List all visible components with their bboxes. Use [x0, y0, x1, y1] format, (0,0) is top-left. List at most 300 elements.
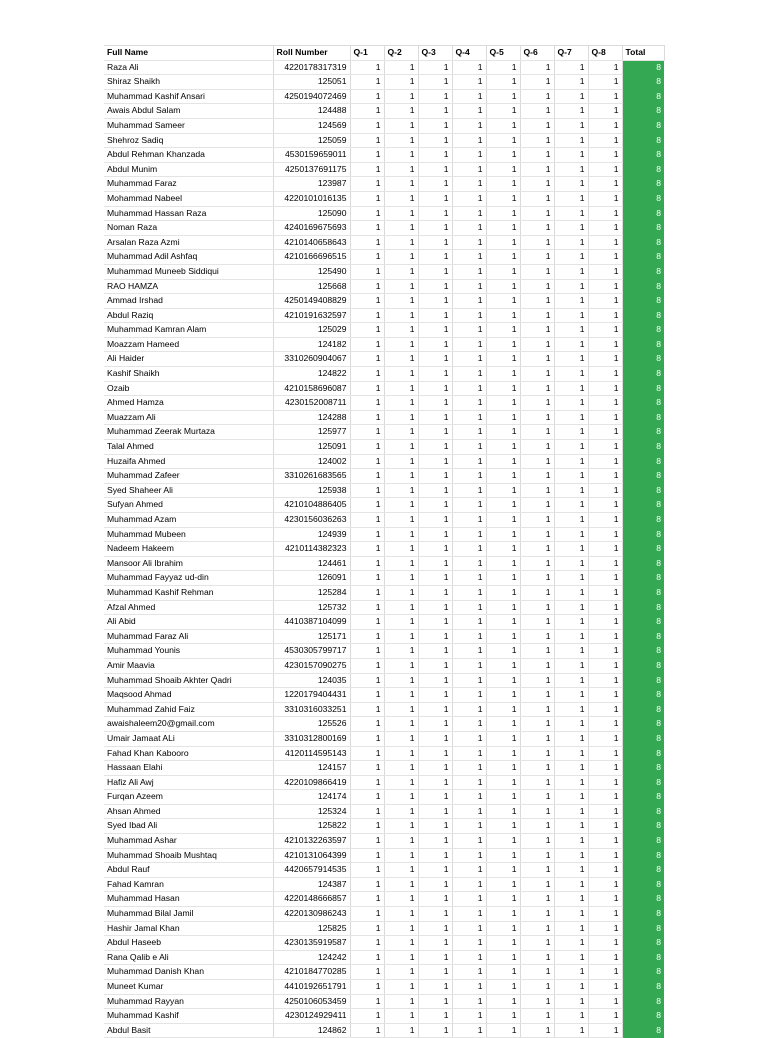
q6-cell: 1 — [520, 615, 554, 630]
total-cell: 8 — [622, 206, 664, 221]
roll-number-cell: 125668 — [273, 279, 350, 294]
q3-cell: 1 — [418, 308, 452, 323]
name-cell: Awais Abdul Salam — [104, 104, 273, 119]
roll-number-cell: 4410192651791 — [273, 980, 350, 995]
q5-cell: 1 — [486, 440, 520, 455]
roll-number-cell: 125090 — [273, 206, 350, 221]
q5-cell: 1 — [486, 644, 520, 659]
q2-cell: 1 — [384, 177, 418, 192]
q7-cell: 1 — [554, 936, 588, 951]
q8-cell: 1 — [588, 498, 622, 513]
q2-cell: 1 — [384, 221, 418, 236]
q3-cell: 1 — [418, 834, 452, 849]
q8-cell: 1 — [588, 907, 622, 922]
total-cell: 8 — [622, 731, 664, 746]
q5-cell: 1 — [486, 235, 520, 250]
name-cell: Raza Ali — [104, 60, 273, 75]
q5-cell: 1 — [486, 250, 520, 265]
q6-cell: 1 — [520, 673, 554, 688]
q6-cell: 1 — [520, 367, 554, 382]
roll-number-cell: 4230152008711 — [273, 396, 350, 411]
roll-number-cell: 124387 — [273, 877, 350, 892]
q7-cell: 1 — [554, 892, 588, 907]
q8-cell: 1 — [588, 60, 622, 75]
table-row — [104, 907, 664, 922]
q7-cell: 1 — [554, 133, 588, 148]
q8-cell: 1 — [588, 264, 622, 279]
name-cell: Afzal Ahmed — [104, 600, 273, 615]
total-cell: 8 — [622, 658, 664, 673]
name-cell: Ali Abid — [104, 615, 273, 630]
table-row — [104, 162, 664, 177]
q6-cell: 1 — [520, 323, 554, 338]
q4-cell: 1 — [452, 440, 486, 455]
q4-cell: 1 — [452, 585, 486, 600]
header-total: Total — [622, 46, 664, 61]
q3-cell: 1 — [418, 104, 452, 119]
total-cell: 8 — [622, 221, 664, 236]
q4-cell: 1 — [452, 308, 486, 323]
q4-cell: 1 — [452, 235, 486, 250]
q1-cell: 1 — [350, 834, 384, 849]
q2-cell: 1 — [384, 1009, 418, 1024]
total-cell: 8 — [622, 191, 664, 206]
q1-cell: 1 — [350, 980, 384, 995]
q7-cell: 1 — [554, 191, 588, 206]
total-cell: 8 — [622, 702, 664, 717]
total-cell: 8 — [622, 410, 664, 425]
q6-cell: 1 — [520, 527, 554, 542]
q1-cell: 1 — [350, 250, 384, 265]
table-row — [104, 513, 664, 528]
name-cell: Muhammad Adil Ashfaq — [104, 250, 273, 265]
header-full-name: Full Name — [104, 46, 273, 61]
q4-cell: 1 — [452, 337, 486, 352]
table-row — [104, 688, 664, 703]
q4-cell: 1 — [452, 206, 486, 221]
q3-cell: 1 — [418, 804, 452, 819]
q6-cell: 1 — [520, 250, 554, 265]
name-cell: Furqan Azeem — [104, 790, 273, 805]
q7-cell: 1 — [554, 863, 588, 878]
roll-number-cell: 4230157090275 — [273, 658, 350, 673]
q4-cell: 1 — [452, 162, 486, 177]
q6-cell: 1 — [520, 498, 554, 513]
q3-cell: 1 — [418, 410, 452, 425]
header-q5: Q-5 — [486, 46, 520, 61]
q8-cell: 1 — [588, 527, 622, 542]
q5-cell: 1 — [486, 513, 520, 528]
q7-cell: 1 — [554, 469, 588, 484]
roll-number-cell: 124488 — [273, 104, 350, 119]
q3-cell: 1 — [418, 921, 452, 936]
q7-cell: 1 — [554, 440, 588, 455]
roll-number-cell: 4120114595143 — [273, 746, 350, 761]
roll-number-cell: 4250106053459 — [273, 994, 350, 1009]
roll-number-cell: 125051 — [273, 75, 350, 90]
roll-number-cell: 4220178317319 — [273, 60, 350, 75]
q6-cell: 1 — [520, 600, 554, 615]
q4-cell: 1 — [452, 790, 486, 805]
q8-cell: 1 — [588, 352, 622, 367]
q2-cell: 1 — [384, 162, 418, 177]
q8-cell: 1 — [588, 367, 622, 382]
q6-cell: 1 — [520, 863, 554, 878]
roll-number-cell: 125938 — [273, 483, 350, 498]
total-cell: 8 — [622, 60, 664, 75]
table-row — [104, 804, 664, 819]
roll-number-cell: 125977 — [273, 425, 350, 440]
q6-cell: 1 — [520, 162, 554, 177]
q2-cell: 1 — [384, 615, 418, 630]
q6-cell: 1 — [520, 892, 554, 907]
q4-cell: 1 — [452, 717, 486, 732]
q5-cell: 1 — [486, 717, 520, 732]
q2-cell: 1 — [384, 235, 418, 250]
q1-cell: 1 — [350, 1023, 384, 1038]
q1-cell: 1 — [350, 323, 384, 338]
table-row — [104, 848, 664, 863]
q5-cell: 1 — [486, 264, 520, 279]
q2-cell: 1 — [384, 89, 418, 104]
q8-cell: 1 — [588, 221, 622, 236]
q8-cell: 1 — [588, 75, 622, 90]
q1-cell: 1 — [350, 308, 384, 323]
q3-cell: 1 — [418, 629, 452, 644]
q3-cell: 1 — [418, 571, 452, 586]
q1-cell: 1 — [350, 381, 384, 396]
q4-cell: 1 — [452, 191, 486, 206]
q7-cell: 1 — [554, 790, 588, 805]
q5-cell: 1 — [486, 133, 520, 148]
q6-cell: 1 — [520, 877, 554, 892]
total-cell: 8 — [622, 513, 664, 528]
table-row — [104, 936, 664, 951]
table-row — [104, 658, 664, 673]
table-row — [104, 381, 664, 396]
q4-cell: 1 — [452, 1009, 486, 1024]
q4-cell: 1 — [452, 965, 486, 980]
table-row — [104, 148, 664, 163]
q3-cell: 1 — [418, 892, 452, 907]
q6-cell: 1 — [520, 965, 554, 980]
q5-cell: 1 — [486, 542, 520, 557]
total-cell: 8 — [622, 235, 664, 250]
q1-cell: 1 — [350, 629, 384, 644]
roll-number-cell: 125324 — [273, 804, 350, 819]
table-row — [104, 819, 664, 834]
total-cell: 8 — [622, 746, 664, 761]
q4-cell: 1 — [452, 469, 486, 484]
q2-cell: 1 — [384, 206, 418, 221]
q1-cell: 1 — [350, 177, 384, 192]
name-cell: Muhammad Hassan Raza — [104, 206, 273, 221]
roll-number-cell: 125825 — [273, 921, 350, 936]
total-cell: 8 — [622, 936, 664, 951]
q8-cell: 1 — [588, 892, 622, 907]
table-row — [104, 965, 664, 980]
q7-cell: 1 — [554, 688, 588, 703]
q7-cell: 1 — [554, 410, 588, 425]
roll-number-cell: 4210184770285 — [273, 965, 350, 980]
q1-cell: 1 — [350, 264, 384, 279]
q2-cell: 1 — [384, 352, 418, 367]
q2-cell: 1 — [384, 104, 418, 119]
q3-cell: 1 — [418, 483, 452, 498]
q3-cell: 1 — [418, 1023, 452, 1038]
name-cell: Ahsan Ahmed — [104, 804, 273, 819]
q3-cell: 1 — [418, 585, 452, 600]
q5-cell: 1 — [486, 1009, 520, 1024]
q4-cell: 1 — [452, 848, 486, 863]
q5-cell: 1 — [486, 834, 520, 849]
q2-cell: 1 — [384, 381, 418, 396]
q7-cell: 1 — [554, 118, 588, 133]
header-row — [104, 46, 664, 61]
q7-cell: 1 — [554, 994, 588, 1009]
roll-number-cell: 124182 — [273, 337, 350, 352]
q1-cell: 1 — [350, 483, 384, 498]
q4-cell: 1 — [452, 367, 486, 382]
q3-cell: 1 — [418, 469, 452, 484]
q4-cell: 1 — [452, 775, 486, 790]
total-cell: 8 — [622, 483, 664, 498]
q6-cell: 1 — [520, 980, 554, 995]
table-row — [104, 585, 664, 600]
table-row — [104, 279, 664, 294]
q8-cell: 1 — [588, 294, 622, 309]
q2-cell: 1 — [384, 644, 418, 659]
roll-number-cell: 4210166696515 — [273, 250, 350, 265]
roll-number-cell: 4210114382323 — [273, 542, 350, 557]
table-row — [104, 673, 664, 688]
q5-cell: 1 — [486, 527, 520, 542]
q8-cell: 1 — [588, 396, 622, 411]
q1-cell: 1 — [350, 396, 384, 411]
q8-cell: 1 — [588, 965, 622, 980]
q1-cell: 1 — [350, 118, 384, 133]
q7-cell: 1 — [554, 294, 588, 309]
q7-cell: 1 — [554, 396, 588, 411]
q8-cell: 1 — [588, 980, 622, 995]
q5-cell: 1 — [486, 75, 520, 90]
name-cell: Nadeem Hakeem — [104, 542, 273, 557]
q6-cell: 1 — [520, 352, 554, 367]
total-cell: 8 — [622, 761, 664, 776]
name-cell: Ahmed Hamza — [104, 396, 273, 411]
roll-number-cell: 4410387104099 — [273, 615, 350, 630]
q3-cell: 1 — [418, 264, 452, 279]
q2-cell: 1 — [384, 673, 418, 688]
table-row — [104, 221, 664, 236]
q6-cell: 1 — [520, 1023, 554, 1038]
q3-cell: 1 — [418, 775, 452, 790]
q2-cell: 1 — [384, 907, 418, 922]
q4-cell: 1 — [452, 980, 486, 995]
q1-cell: 1 — [350, 658, 384, 673]
name-cell: Rana Qalib e Ali — [104, 950, 273, 965]
q2-cell: 1 — [384, 60, 418, 75]
q1-cell: 1 — [350, 950, 384, 965]
table-row — [104, 731, 664, 746]
q2-cell: 1 — [384, 542, 418, 557]
table-row — [104, 440, 664, 455]
header-q1: Q-1 — [350, 46, 384, 61]
q1-cell: 1 — [350, 892, 384, 907]
roll-number-cell: 4420657914535 — [273, 863, 350, 878]
q7-cell: 1 — [554, 980, 588, 995]
q1-cell: 1 — [350, 513, 384, 528]
table-row — [104, 367, 664, 382]
q2-cell: 1 — [384, 746, 418, 761]
q1-cell: 1 — [350, 162, 384, 177]
header-q2: Q-2 — [384, 46, 418, 61]
q3-cell: 1 — [418, 600, 452, 615]
table-row — [104, 75, 664, 90]
total-cell: 8 — [622, 907, 664, 922]
q6-cell: 1 — [520, 761, 554, 776]
q1-cell: 1 — [350, 585, 384, 600]
q3-cell: 1 — [418, 133, 452, 148]
q2-cell: 1 — [384, 877, 418, 892]
q7-cell: 1 — [554, 848, 588, 863]
q7-cell: 1 — [554, 527, 588, 542]
q2-cell: 1 — [384, 425, 418, 440]
q8-cell: 1 — [588, 994, 622, 1009]
q6-cell: 1 — [520, 206, 554, 221]
q6-cell: 1 — [520, 75, 554, 90]
q4-cell: 1 — [452, 148, 486, 163]
q1-cell: 1 — [350, 279, 384, 294]
q2-cell: 1 — [384, 410, 418, 425]
q8-cell: 1 — [588, 425, 622, 440]
q2-cell: 1 — [384, 337, 418, 352]
name-cell: Fahad Kamran — [104, 877, 273, 892]
name-cell: Abdul Basit — [104, 1023, 273, 1038]
table-row — [104, 89, 664, 104]
q5-cell: 1 — [486, 454, 520, 469]
q2-cell: 1 — [384, 717, 418, 732]
q2-cell: 1 — [384, 440, 418, 455]
q7-cell: 1 — [554, 819, 588, 834]
q7-cell: 1 — [554, 323, 588, 338]
q6-cell: 1 — [520, 454, 554, 469]
q2-cell: 1 — [384, 848, 418, 863]
q5-cell: 1 — [486, 731, 520, 746]
table-row — [104, 761, 664, 776]
total-cell: 8 — [622, 615, 664, 630]
q7-cell: 1 — [554, 950, 588, 965]
table-row — [104, 323, 664, 338]
q2-cell: 1 — [384, 75, 418, 90]
q8-cell: 1 — [588, 804, 622, 819]
q4-cell: 1 — [452, 527, 486, 542]
q6-cell: 1 — [520, 221, 554, 236]
name-cell: Muhammad Shoaib Mushtaq — [104, 848, 273, 863]
q2-cell: 1 — [384, 527, 418, 542]
q2-cell: 1 — [384, 761, 418, 776]
q2-cell: 1 — [384, 936, 418, 951]
q7-cell: 1 — [554, 177, 588, 192]
q5-cell: 1 — [486, 600, 520, 615]
q2-cell: 1 — [384, 804, 418, 819]
name-cell: Ammad Irshad — [104, 294, 273, 309]
q5-cell: 1 — [486, 863, 520, 878]
q6-cell: 1 — [520, 1009, 554, 1024]
q7-cell: 1 — [554, 250, 588, 265]
q7-cell: 1 — [554, 585, 588, 600]
q7-cell: 1 — [554, 425, 588, 440]
q8-cell: 1 — [588, 118, 622, 133]
q6-cell: 1 — [520, 337, 554, 352]
q7-cell: 1 — [554, 337, 588, 352]
q4-cell: 1 — [452, 556, 486, 571]
name-cell: Mohammad Nabeel — [104, 191, 273, 206]
q1-cell: 1 — [350, 863, 384, 878]
name-cell: Moazzam Hameed — [104, 337, 273, 352]
q3-cell: 1 — [418, 191, 452, 206]
q7-cell: 1 — [554, 702, 588, 717]
q8-cell: 1 — [588, 921, 622, 936]
q6-cell: 1 — [520, 264, 554, 279]
q3-cell: 1 — [418, 980, 452, 995]
q8-cell: 1 — [588, 89, 622, 104]
q2-cell: 1 — [384, 279, 418, 294]
q3-cell: 1 — [418, 148, 452, 163]
header-q6: Q-6 — [520, 46, 554, 61]
table-row — [104, 337, 664, 352]
roll-number-cell: 124569 — [273, 118, 350, 133]
total-cell: 8 — [622, 425, 664, 440]
q4-cell: 1 — [452, 279, 486, 294]
q3-cell: 1 — [418, 118, 452, 133]
name-cell: Umair Jamaat ALi — [104, 731, 273, 746]
q6-cell: 1 — [520, 410, 554, 425]
table-row — [104, 892, 664, 907]
name-cell: Ali Haider — [104, 352, 273, 367]
q8-cell: 1 — [588, 440, 622, 455]
name-cell: Arsalan Raza Azmi — [104, 235, 273, 250]
table-row — [104, 60, 664, 75]
q2-cell: 1 — [384, 308, 418, 323]
q1-cell: 1 — [350, 148, 384, 163]
q2-cell: 1 — [384, 731, 418, 746]
q8-cell: 1 — [588, 133, 622, 148]
total-cell: 8 — [622, 892, 664, 907]
q6-cell: 1 — [520, 235, 554, 250]
q5-cell: 1 — [486, 921, 520, 936]
q4-cell: 1 — [452, 133, 486, 148]
q7-cell: 1 — [554, 221, 588, 236]
table-row — [104, 1009, 664, 1024]
table-row — [104, 410, 664, 425]
total-cell: 8 — [622, 542, 664, 557]
q5-cell: 1 — [486, 162, 520, 177]
q3-cell: 1 — [418, 381, 452, 396]
q4-cell: 1 — [452, 483, 486, 498]
table-row — [104, 352, 664, 367]
q4-cell: 1 — [452, 994, 486, 1009]
q8-cell: 1 — [588, 585, 622, 600]
name-cell: Abdul Raziq — [104, 308, 273, 323]
q6-cell: 1 — [520, 513, 554, 528]
q8-cell: 1 — [588, 819, 622, 834]
q6-cell: 1 — [520, 440, 554, 455]
roll-number-cell: 126091 — [273, 571, 350, 586]
q4-cell: 1 — [452, 804, 486, 819]
name-cell: Kashif Shaikh — [104, 367, 273, 382]
q2-cell: 1 — [384, 148, 418, 163]
